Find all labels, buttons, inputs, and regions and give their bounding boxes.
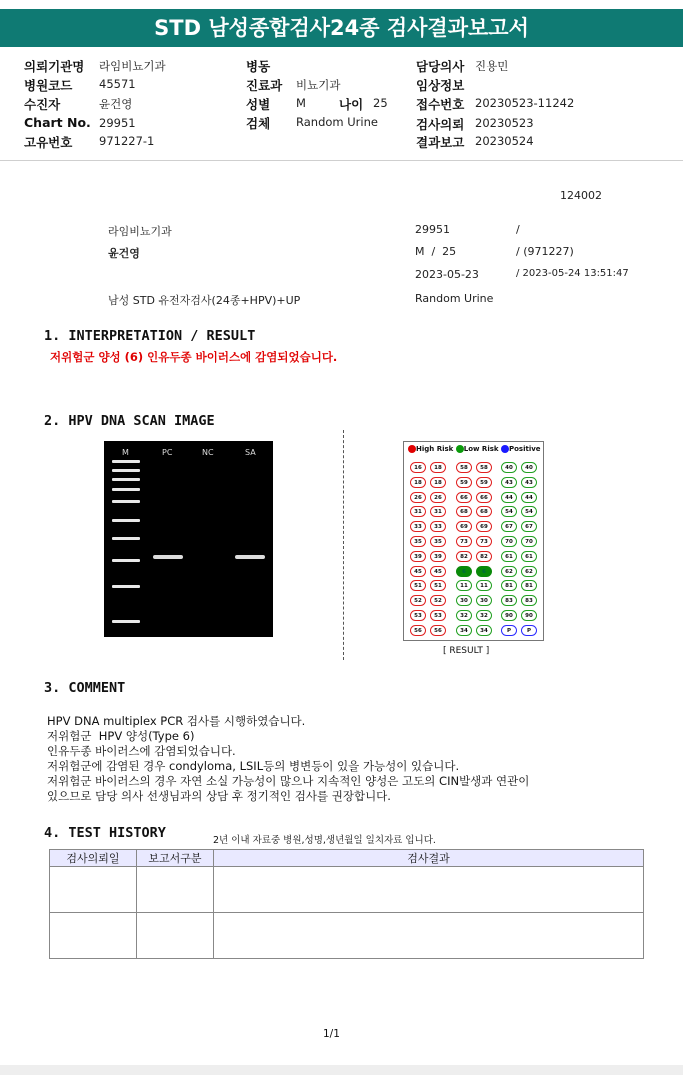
ladder-band [112,585,140,588]
header-value: 20230523 [475,116,534,130]
header-value: 20230523-11242 [475,96,575,110]
header-value: M [296,96,306,110]
header-value: 진용민 [475,59,509,73]
summary-result-date: / 2023-05-24 13:51:47 [516,268,629,279]
header-label: 수진자 [24,97,61,112]
chip-cell: 67 [501,521,517,532]
chip-cell: 59 [476,477,492,488]
header-value: 비뇨기과 [296,78,341,92]
header-label: 검사의뢰 [416,117,465,132]
chip-cell: 35 [430,536,446,547]
ladder-band [112,559,140,562]
chip-cell: 83 [521,595,537,606]
chip-cell: 53 [410,610,426,621]
lane-label-m: M [122,448,129,457]
header-value: 윤건영 [99,97,133,111]
chip-cell: 66 [476,492,492,503]
chip-cell: 90 [501,610,517,621]
header-label: Chart No. [24,115,91,130]
footer-bar [0,1065,683,1075]
chip-cell: 26 [430,492,446,503]
header-label: 결과보고 [416,135,465,150]
chip-cell: 68 [476,506,492,517]
interpretation-result: 저위험군 양성 (6) 인유두종 바이러스에 감염되었습니다. [50,350,338,364]
header-value: 20230524 [475,134,534,148]
comment-line: 있으므로 담당 의사 선생님과의 상담 후 정기적인 검사를 권장합니다. [47,789,391,803]
header-label: 접수번호 [416,97,465,112]
report-title: STD 남성종합검사24종 검사결과보고서 [0,9,683,47]
summary-patient: 윤건영 [108,247,140,260]
ladder-band [112,488,140,491]
header-label: 검체 [246,116,271,131]
ladder-band [112,537,140,540]
image-divider [343,430,344,660]
comment-line: 인유두종 바이러스에 감염되었습니다. [47,744,236,758]
chip-cell: 44 [521,492,537,503]
high-risk-dot [408,445,416,453]
summary-chart: 29951 [415,223,450,236]
chip-cell: 30 [476,595,492,606]
chip-cell: 61 [521,551,537,562]
chip-cell: 73 [456,536,472,547]
ladder-band [112,460,140,463]
chip-cell: 40 [521,462,537,473]
chip-cell: 11 [476,580,492,591]
chip-cell: 69 [476,521,492,532]
header-value: 45571 [99,77,136,91]
chip-cell: 58 [476,462,492,473]
chip-cell: 70 [521,536,537,547]
header-value: 971227-1 [99,134,155,148]
chip-cell: 51 [410,580,426,591]
positive-dot [501,445,509,453]
chip-cell: 83 [501,595,517,606]
chip-cell: 43 [501,477,517,488]
hpv-chip-result [403,441,544,641]
legend-high-risk: High Risk [416,445,454,453]
lane-label-nc: NC [202,448,214,457]
low-risk-dot [456,445,464,453]
chip-cell: 69 [456,521,472,532]
chip-cell: 58 [456,462,472,473]
summary-hospital: 라임비뇨기과 [108,225,172,238]
section-comment-title: 3. COMMENT [44,680,126,696]
chip-cell: 43 [521,477,537,488]
chip-cell: 18 [430,462,446,473]
chip-cell: 62 [521,566,537,577]
chip-cell: 26 [410,492,426,503]
chip-legend [408,445,541,453]
chip-cell: 68 [456,506,472,517]
chip-cell: 62 [501,566,517,577]
summary-sex-age: M / 25 [415,245,457,258]
summary-test: 남성 STD 유전자검사(24종+HPV)+UP [108,294,301,307]
chip-cell: 45 [410,566,426,577]
chip-cell: 30 [456,595,472,606]
header-label: 고유번호 [24,135,73,150]
header-label: 담당의사 [416,59,465,74]
chip-cell: P [501,625,517,636]
comment-line: HPV DNA multiplex PCR 검사를 시행하였습니다. [47,714,306,728]
header-label: 병동 [246,59,271,74]
chip-cell: 54 [521,506,537,517]
chip-cell: 33 [430,521,446,532]
chip-cell: 70 [501,536,517,547]
summary-birth: / (971227) [516,245,574,258]
chip-cell: 56 [430,625,446,636]
header-value: Random Urine [296,115,378,129]
chip-cell: 33 [410,521,426,532]
chip-cell: 35 [410,536,426,547]
age-value: 25 [373,96,388,110]
chip-cell: 6 [476,566,492,577]
ladder-band [112,500,140,503]
chip-cell: 31 [430,506,446,517]
chip-cell: 18 [410,477,426,488]
header-label: 진료과 [246,78,283,93]
chip-cell: 44 [501,492,517,503]
ladder-band [112,469,140,472]
ladder-band [112,620,140,623]
header-divider [0,160,683,161]
lane-label-sa: SA [245,448,256,457]
ladder-band [112,519,140,522]
summary-slash: / [516,223,520,236]
table-row [50,913,644,959]
section-interpretation-title: 1. INTERPRETATION / RESULT [44,328,256,344]
history-table [49,849,644,959]
report-id: 124002 [560,189,602,202]
history-header-result: 검사결과 [214,850,644,867]
chip-cell: 39 [410,551,426,562]
chip-cell: 82 [456,551,472,562]
ladder-band [112,478,140,481]
chip-cell: 59 [456,477,472,488]
chip-cell: 34 [476,625,492,636]
header-label: 성별 [246,97,271,112]
chip-cell: 11 [456,580,472,591]
sample-band [235,555,265,559]
history-header-type: 보고서구분 [137,850,214,867]
chip-cell: 32 [476,610,492,621]
section-history-title: 4. TEST HISTORY [44,825,166,841]
chip-cell: 53 [430,610,446,621]
chip-cell: 40 [501,462,517,473]
chip-cell: 54 [501,506,517,517]
pc-band [153,555,183,559]
chip-cell: 61 [501,551,517,562]
chip-cell: 52 [410,595,426,606]
chip-cell: 39 [430,551,446,562]
comment-block [47,714,529,804]
chip-cell: 66 [456,492,472,503]
history-header-date: 검사의뢰일 [50,850,137,867]
comment-line: 저위험군에 감염된 경우 condyloma, LSIL등의 병변등이 있을 가능성이 있습니다. [47,759,460,773]
chip-cell: 34 [456,625,472,636]
chip-cell: 16 [410,462,426,473]
chip-cell: 6 [456,566,472,577]
table-row [50,867,644,913]
chip-cell: 32 [456,610,472,621]
legend-positive: Positive [508,445,541,453]
lane-label-pc: PC [162,448,173,457]
age-label: 나이 [339,97,364,112]
chip-caption: [ RESULT ] [443,646,490,656]
chip-cell: 81 [521,580,537,591]
header-label: 의뢰기관명 [24,59,85,74]
chip-cell: 18 [430,477,446,488]
summary-request-date: 2023-05-23 [415,268,479,281]
chip-cell: 67 [521,521,537,532]
chip-cell: P [521,625,537,636]
chip-cell: 73 [476,536,492,547]
chip-cell: 52 [430,595,446,606]
chip-cell: 45 [430,566,446,577]
header-label: 임상정보 [416,78,465,93]
comment-line: 저위험군 바이러스의 경우 자연 소실 가능성이 많으나 지속적인 양성은 고도의 CIN발생과 연관이 [47,774,530,788]
chip-cell: 81 [501,580,517,591]
header-label: 병원코드 [24,78,73,93]
history-note: 2년 이내 자료중 병원,성명,생년월일 일치자료 입니다. [213,835,436,846]
section-scan-image-title: 2. HPV DNA SCAN IMAGE [44,413,215,429]
chip-cell: 90 [521,610,537,621]
legend-low-risk: Low Risk [463,445,499,453]
chip-cell: 31 [410,506,426,517]
header-value: 라임비뇨기과 [99,59,166,73]
chip-cell: 82 [476,551,492,562]
comment-line: 저위험군 HPV 양성(Type 6) [47,729,195,743]
chip-cell: 51 [430,580,446,591]
summary-specimen: Random Urine [415,292,494,305]
page-number: 1/1 [323,1028,340,1040]
header-value: 29951 [99,116,136,130]
chip-cell: 56 [410,625,426,636]
gel-electrophoresis-image [104,441,273,637]
